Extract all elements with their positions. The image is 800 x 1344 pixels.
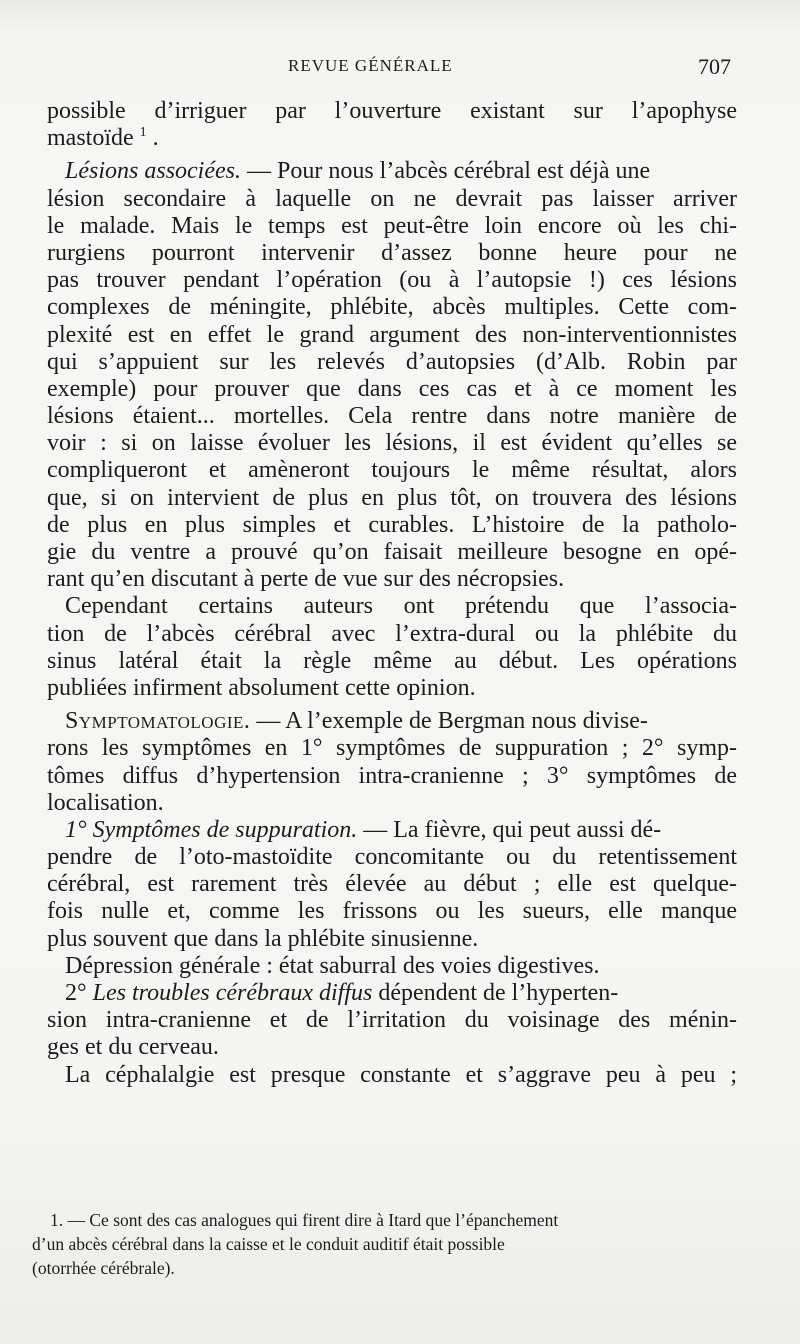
text-line: sion intra-cranienne et de l’irritation du voisinage des ménin-: [47, 1007, 737, 1034]
text-line: localisation.: [47, 789, 164, 816]
text-line: de plus en plus simples et curables. L’histoire de la patholo-: [47, 511, 737, 538]
section-number: 2°: [65, 980, 93, 1006]
text-fragment: mastoïde: [47, 125, 134, 152]
section-heading-line: [47, 158, 737, 185]
text-line: tion de l’abcès cérébral avec l’extra-dural ou la phlébite du: [47, 620, 737, 647]
text-line: exemple) pour prouver que dans ces cas et à ce moment les: [47, 375, 737, 402]
text-line: pendre de l’oto-mastoïdite concomitante ou du retentissement: [47, 844, 737, 871]
page-header: [0, 56, 800, 86]
text-line: gie du ventre a prouvé qu’on faisait meilleure besogne en opé-: [47, 539, 737, 565]
text-line: pas trouver pendant l’opération (ou à l’autopsie !) ces lésions: [47, 267, 737, 294]
text-line: compliqueront et amèneront toujours le même résultat, alors: [47, 457, 737, 484]
page-body: [47, 98, 737, 1089]
text-fragment: .: [152, 125, 159, 152]
text-line: voir : si on laisse évoluer les lésions, il est évident qu’elles se: [47, 430, 737, 457]
text-line: cérébral, est rarement très élevée au début ; elle est quelque-: [47, 871, 737, 898]
text-line: rurgiens pourront intervenir d’assez bonne heure pour ne: [47, 239, 737, 266]
text-line: fois nulle et, comme les frissons ou les sueurs, elle manque: [47, 898, 737, 925]
running-title: REVUE GÉNÉRALE: [288, 56, 453, 75]
text-line: Dépression générale : état saburral des voies digestives.: [65, 952, 600, 979]
section-heading: Symptomatologie.: [65, 708, 251, 735]
text-line: lésions étaient... mortelles. Cela rentre dans notre manière de: [47, 403, 737, 430]
section-number: 1°: [65, 816, 93, 843]
text-line: [47, 125, 737, 152]
text-line: publiées infirment absolument cette opinion.: [47, 674, 476, 701]
footnote-ref: 1: [139, 125, 147, 141]
text-line: le malade. Mais le temps est peut-être loin encore où les chi-: [47, 212, 737, 239]
text-fragment: — A l’exemple de Bergman nous divise-: [250, 708, 648, 735]
section-heading-line: [47, 817, 737, 844]
text-fragment: dépendent de l’hyperten-: [372, 980, 619, 1006]
text-line: lésion secondaire à laquelle on ne devrait pas laisser arriver: [47, 185, 737, 212]
text-fragment: — Pour nous l’abcès cérébral est déjà une: [241, 158, 651, 185]
section-heading-line: [47, 980, 737, 1007]
footnote-line: d’un abcès cérébral dans la caisse et le conduit auditif était possible: [32, 1234, 505, 1254]
text-line: sinus latéral était la règle même au début. Les opérations: [47, 647, 737, 674]
section-heading: Lésions associées.: [65, 158, 241, 185]
text-line: rant qu’en discutant à perte de vue sur des nécropsies.: [47, 566, 565, 593]
text-line: plexité est en effet le grand argument des non-interventionnistes: [47, 321, 737, 348]
text-line: Cependant certains auteurs ont prétendu que l’associa-: [65, 593, 737, 620]
text-line: qui s’appuient sur les relevés d’autopsies (d’Alb. Robin par: [47, 348, 737, 375]
text-line: La céphalalgie est presque constante et s’aggrave peu à peu ;: [65, 1061, 737, 1088]
footnote-line: (otorrhée cérébrale).: [32, 1258, 175, 1278]
section-heading: Symptômes de suppuration.: [92, 816, 358, 843]
footnotes: [32, 1208, 732, 1280]
footnote-line: 1. — Ce sont des cas analogues qui firent dire à Itard que l’épanchement: [50, 1210, 559, 1230]
text-line: que, si on intervient de plus en plus tôt, on trouvera des lésions: [47, 484, 737, 511]
text-line: plus souvent que dans la phlébite sinusienne.: [47, 925, 479, 952]
section-heading-line: [47, 708, 737, 735]
text-fragment: — La fièvre, qui peut aussi dé-: [357, 816, 662, 843]
text-line: complexes de méningite, phlébite, abcès multiples. Cette com-: [47, 294, 737, 321]
text-line: possible d’irriguer par l’ouverture existant sur l’apophyse: [47, 98, 737, 124]
page-number: 707: [698, 54, 731, 79]
text-line: ges et du cerveau.: [47, 1034, 219, 1061]
section-heading: Les troubles cérébraux diffus: [92, 980, 373, 1006]
text-line: rons les symptômes en 1° symptômes de suppuration ; 2° symp-: [47, 735, 737, 762]
text-line: tômes diffus d’hypertension intra-cranienne ; 3° symptômes de: [47, 762, 737, 789]
